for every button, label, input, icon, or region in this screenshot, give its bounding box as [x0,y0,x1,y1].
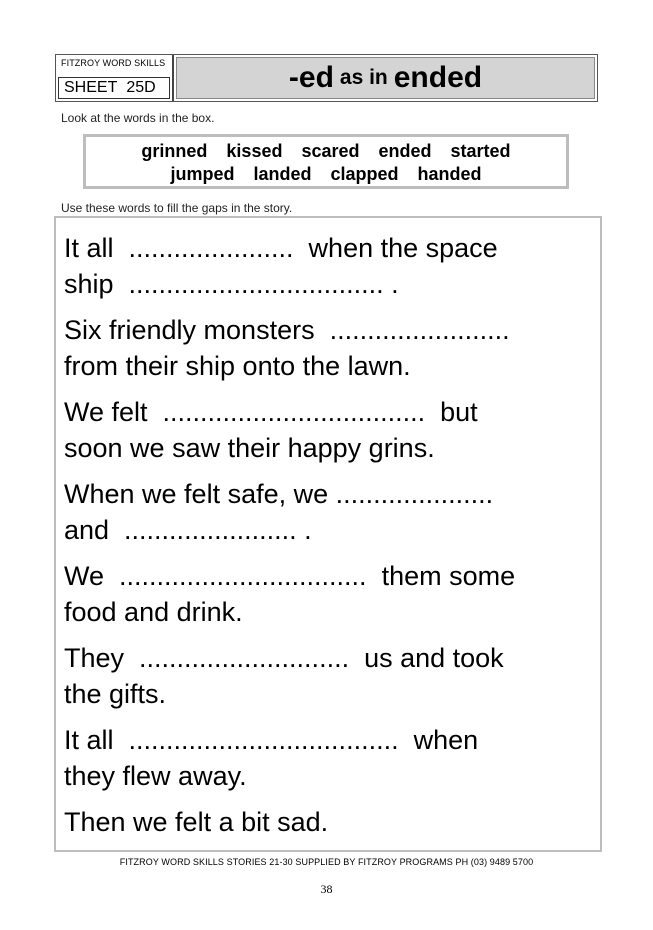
story-paragraph: When we felt safe, we ..................... and ....................... . [64,479,494,545]
worksheet-header [55,54,598,102]
story-paragraph: Then we felt a bit sad. [64,807,329,837]
story-box [54,216,602,852]
instruction-use: Use these words to fill the gaps in the story. [61,201,293,215]
word-row-1 [86,140,566,163]
title-prefix: -ed [288,61,334,94]
story-paragraph: Six friendly monsters ........................ from their ship onto the lawn. [64,315,510,381]
instruction-look: Look at the words in the box. [61,111,215,125]
word-box [83,134,569,189]
word-item: ended [378,141,432,161]
story-paragraph: It all .................................... when they flew away. [64,725,479,791]
word-item: scared [301,141,360,161]
sheet-number: 25D [126,79,156,96]
word-row-2 [86,163,566,186]
story-paragraph: We felt ................................... but soon we saw their happy grins. [64,397,478,463]
sheet-number-box [58,77,170,99]
sheet-label: SHEET [64,79,118,96]
footer-text: FITZROY WORD SKILLS STORIES 21-30 SUPPLIED BY FITZROY PROGRAMS PH (03) 9489 5700 [119,857,534,867]
page-number: 38 [320,882,333,896]
title-word: ended [393,61,483,94]
story-paragraph: We ................................. them some food and drink. [64,561,516,627]
word-item: landed [253,164,312,184]
story-paragraph: They ............................ us and took the gifts. [64,643,504,709]
word-item: kissed [226,141,283,161]
word-item: started [450,141,511,161]
word-item: grinned [141,141,208,161]
word-item: jumped [170,164,235,184]
story-paragraph: It all ...................... when the space ship .................................. . [64,233,498,299]
title-middle: as in [339,66,388,89]
word-item: handed [417,164,482,184]
word-item: clapped [330,164,399,184]
program-label: FITZROY WORD SKILLS [61,58,166,68]
sheet-id-box [56,55,174,101]
page-title [176,57,595,99]
